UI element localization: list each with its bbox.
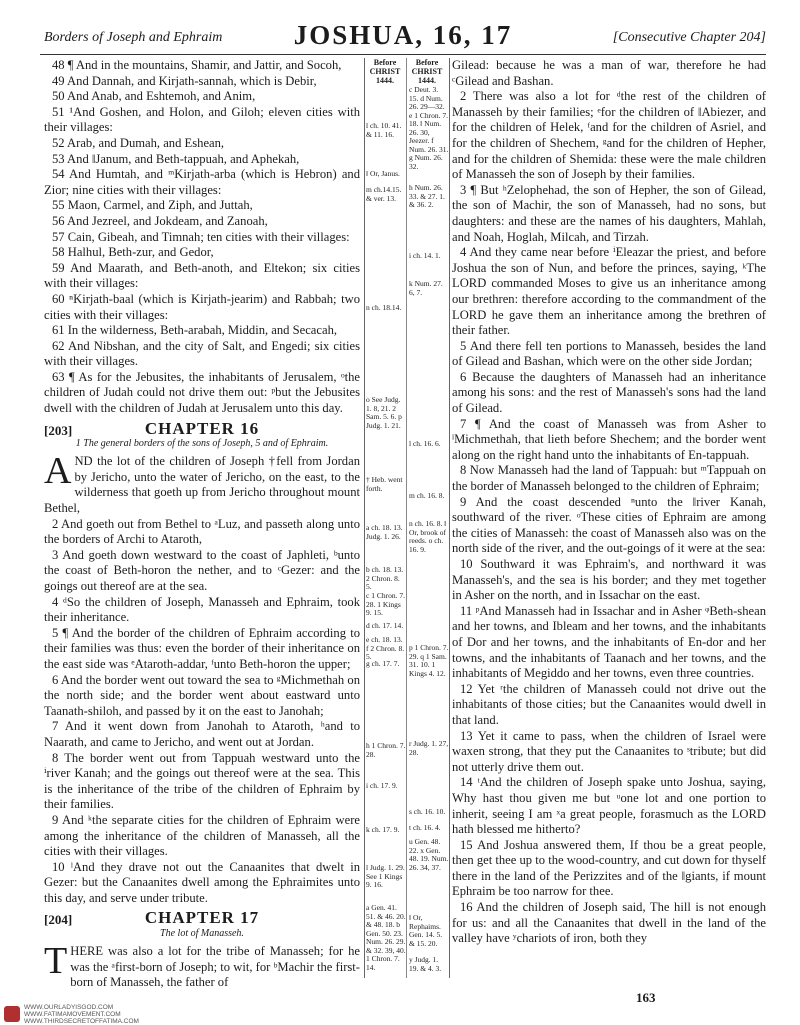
- consecutive-chapter-number: [203]: [44, 422, 73, 438]
- cross-reference: u Gen. 48. 22. x Gen. 48. 19. Num. 26. 34, 37.: [409, 837, 449, 872]
- cross-reference: n ch. 18.14.: [366, 303, 402, 312]
- reference-notes: [364, 58, 448, 978]
- cross-reference: ‖ Or, Rephaims. Gen. 14. 5. & 15. 20.: [409, 913, 443, 948]
- verse: 3 And goeth down westward to the coast of Japhleti, ᵇunto the coast of Beth-horon the nether, and to ᶜGezer: and the goings out thereof are at the sea.: [44, 547, 360, 593]
- verse: 5 ¶ And the border of the children of Ephraim according to their families was thus: even the border of their inheritance on the east side was ᵉAtaroth-addar, ᶠunto Beth-horon the upper;: [44, 625, 360, 671]
- date-heading: Before CHRIST 1444.: [369, 58, 401, 85]
- verse: 9 And ᵏthe separate cities for the children of Ephraim were among the inheritance of the children of Manasseh, all the cities with their villages.: [44, 812, 360, 859]
- cross-reference: m ch.14.15. & ver. 13.: [366, 185, 402, 203]
- chapter-title: CHAPTER 17: [144, 908, 260, 928]
- running-head-right: [Consecutive Chapter 204]: [612, 30, 766, 45]
- right-column: [452, 58, 766, 978]
- verse: 55 Maon, Carmel, and Ziph, and Juttah,: [52, 198, 253, 213]
- page-number: 163: [636, 990, 656, 1005]
- verse: 51 ¹And Goshen, and Holon, and Giloh; eleven cities with their villages:: [44, 104, 360, 135]
- verse: 15 And Joshua answered them, If thou be a great people, then get thee up to the wood-country, and cut down for thyself there in the land of the Perizzites and of the ‖giants, if mount Ephraim be too narrow for thee.: [452, 837, 766, 899]
- running-head-left: Borders of Joseph and Ephraim: [44, 30, 223, 45]
- verse: 7 And it went down from Janohah to Ataroth, ʰand to Naarath, and came to Jericho, and went out at Jordan.: [44, 719, 360, 749]
- cross-reference: y Judg. 1. 19. & 4. 3.: [409, 955, 442, 973]
- verse: 4 And they came near before ⁱEleazar the priest, and before Joshua the son of Nun, and before the princes, saying, ᵏThe LORD commanded Moses to give us an inheritance among our brethren: therefore according to the commandment of the LORD he gave them an inheritance among the brethren of their father.: [452, 245, 766, 338]
- footer-urls: [24, 1004, 139, 1025]
- verse: 11 ᵖAnd Manasseh had in Issachar and in Asher ᵠBeth-shean and her towns, and Ibleam and her towns, and the inhabitants of Dor and her towns, and the inhabitants of En-dor and her towns, and the inhabitants of Taanach and her towns, and the inhabitants of Megiddo and her towns, even three countries.: [452, 603, 766, 681]
- drop-cap: A: [44, 450, 72, 493]
- footer-url: WWW.FATIMAMOVEMENT.COM: [24, 1011, 121, 1018]
- cross-reference: b ch. 18. 13. 2 Chron. 8. 5.: [366, 565, 404, 591]
- page-header: [40, 18, 766, 62]
- cross-reference: † Heb. went forth.: [366, 475, 403, 493]
- book-title: JOSHUA, 16, 17: [293, 20, 513, 50]
- verse: 5 And there fell ten portions to Manasseh, besides the land of Gilead and Bashan, which were on the other side Jordan;: [452, 338, 766, 369]
- cross-reference: a ch. 18. 13. Judg. 1. 26.: [366, 523, 403, 541]
- verse: 57 Cain, Gibeah, and Timnah; ten cities with their villages:: [52, 229, 350, 244]
- verse: 56 And Jezreel, and Jokdeam, and Zanoah,: [52, 213, 268, 228]
- verse: 61 In the wilderness, Beth-arabah, Middin, and Secacah,: [52, 323, 338, 338]
- verse: 60 ⁿKirjath-baal (which is Kirjath-jearim) and Rabbah; two cities with their villages:: [44, 291, 360, 322]
- verse: 10 ˡAnd they drave not out the Canaanites that dwelt in Gezer: but the Canaanites dwell among the Ephraimites unto this day, and serve under tribute.: [44, 859, 360, 905]
- reference-divider: [406, 58, 407, 978]
- verse: 52 Arab, and Dumah, and Eshean,: [52, 135, 225, 150]
- verse: 49 And Dannah, and Kirjath-sannah, which is Debir,: [52, 73, 317, 88]
- verse: 63 ¶ As for the Jebusites, the inhabitants of Jerusalem, ᵒthe children of Judah could not drive them out: ᵖbut the Jebusites dwell with the children of Judah at Jerusalem unto this day.: [44, 369, 360, 416]
- cross-reference: m ch. 16. 8.: [409, 491, 445, 500]
- header-rule: [40, 54, 766, 55]
- verse: 62 And Nibshan, and the city of Salt, and Engedi; six cities with their villages.: [44, 338, 360, 369]
- verse: [44, 940, 360, 991]
- cross-reference: k Num. 27. 6, 7.: [409, 279, 443, 297]
- cross-reference: h 1 Chron. 7. 28.: [366, 741, 406, 759]
- chapter-heading: [44, 910, 360, 926]
- cross-reference: k ch. 17. 9.: [366, 825, 400, 834]
- cross-reference: r Judg. 1. 27, 28.: [409, 739, 449, 757]
- verse: 8 The border went out from Tappuah westward unto the ⁱriver Kanah; and the goings out thereof were at the sea. This is the inheritance of the tribe of the children of Ephraim by their families.: [44, 750, 360, 812]
- cross-reference: ‖ Or, Janus.: [366, 169, 400, 178]
- verse: 53 And ‖Janum, and Beth-tappuah, and Aphekah,: [52, 151, 300, 166]
- verse: 16 And the children of Joseph said, The hill is not enough for us: and all the Canaanites that dwell in the land of the valley have ʸchariots of iron, both they: [452, 900, 766, 946]
- footer-url: WWW.THIRDSECRETOFFATIMA.COM: [24, 1018, 139, 1025]
- verse: 10 Southward it was Ephraim's, and northward it was Manasseh's, and the sea is his border; and they met together in Asher on the north, and in Issachar on the east.: [452, 557, 766, 603]
- cross-reference: e ch. 18. 13. f 2 Chron. 8. 5.: [366, 635, 405, 661]
- cross-reference: o See Judg. 1. 8, 21. 2 Sam. 5. 6. p Judg. 1. 21.: [366, 395, 402, 430]
- verse: 4 ᵈSo the children of Joseph, Manasseh and Ephraim, took their inheritance.: [44, 594, 360, 625]
- verse: 7 ¶ And the coast of Manasseh was from Asher to ˡMichmethah, that lieth before Shechem; and the border went along on the right hand unto the inhabitants of En-tappuah.: [452, 416, 766, 462]
- cross-reference: n ch. 16. 8. ‖ Or, brook of reeds. o ch. 16. 9.: [409, 519, 447, 554]
- verse: 2 There was also a lot for ᵈthe rest of the children of Manasseh by their families; ᵉfor the children of ‖Abiezer, and for the children of Helek, ᶠand for the children of Asriel, and for the children of Shechem, ᵍand for the children of Hepher, and for the children of Shemida: these were the male children of Manasseh the son of Joseph by their families.: [452, 89, 766, 182]
- cross-reference: l Judg. 1. 29. See 1 Kings 9. 16.: [366, 863, 405, 889]
- verse: 9 And the coast descended ⁿunto the ‖river Kanah, southward of the river. ᵒThese cities of Ephraim are among the cities of Manasseh: the coast of Manasseh also was on the north side of the river, and the out-goings of it were at the sea:: [452, 494, 766, 556]
- cross-reference: c Deut. 3. 15. d Num. 26. 29—32. e 1 Chron. 7. 18. ‖ Num. 26. 30, Jeezer. f Num. 26. 31. g Num. 26. 32.: [409, 85, 449, 171]
- verse: [44, 450, 360, 516]
- cross-reference: l ch. 16. 6.: [409, 439, 441, 448]
- cross-reference: i ch. 14. 1.: [409, 251, 441, 260]
- chapter-summary: The lot of Manasseh.: [160, 928, 244, 940]
- verse: 50 And Anab, and Eshtemoh, and Anim,: [52, 89, 256, 104]
- left-column: [44, 58, 360, 990]
- verse: 8 Now Manasseh had the land of Tappuah: but ᵐTappuah on the border of Manasseh belonged to the children of Ephraim;: [452, 463, 766, 494]
- verse: 54 And Humtah, and ᵐKirjath-arba (which is Hebron) and Zior; nine cities with their villages:: [44, 167, 360, 197]
- verse-text: ND the lot of the children of Joseph †fell from Jordan by Jericho, unto the water of Jericho, on the east, to the wilderness that goeth up from Jericho throughout mount Bethel,: [44, 454, 360, 516]
- cross-reference: a Gen. 41. 51. & 46. 20. & 48. 18. b Gen. 50. 23. Num. 26. 29. & 32. 39, 40. 1 Chron. 7. 14.: [366, 903, 406, 972]
- cross-reference: t ch. 16. 4.: [409, 823, 441, 832]
- cross-reference: g ch. 17. 7.: [366, 659, 400, 668]
- site-logo-icon: [4, 1006, 20, 1022]
- verse: 58 Halhul, Beth-zur, and Gedor,: [52, 245, 214, 260]
- cross-reference: i ch. 17. 9.: [366, 781, 398, 790]
- cross-reference: s ch. 16. 10.: [409, 807, 446, 816]
- verse: 6 And the border went out toward the sea to ᵍMichmethah on the north side; and the border went about eastward unto Taanath-shiloh, and passed by it on the east to Janohah;: [44, 672, 360, 718]
- drop-cap: T: [44, 940, 68, 983]
- verse: 13 Yet it came to pass, when the children of Israel were waxen strong, that they put the Canaanites to ˢtribute; but did not utterly drive them out.: [452, 728, 766, 774]
- verse: 2 And goeth out from Bethel to ᵃLuz, and passeth along unto the borders of Archi to Ataroth,: [44, 516, 360, 547]
- verse: 48 ¶ And in the mountains, Shamir, and Jattir, and Socoh,: [52, 58, 342, 72]
- cross-reference: l ch. 10. 41. & 11. 16.: [366, 121, 402, 139]
- verse-text: HERE was also a lot for the tribe of Manasseh; for he was the ᵃfirst-born of Joseph; to wit, for ᵇMachir the first-born of Manasseh, the father of: [70, 944, 360, 990]
- date-heading: Before CHRIST 1444.: [411, 58, 443, 85]
- cross-reference: h Num. 26. 33. & 27. 1. & 36. 2.: [409, 183, 445, 209]
- footer-url: WWW.OURLADYISGOD.COM: [24, 1004, 114, 1011]
- verse: 6 Because the daughters of Manasseh had an inheritance among his sons: and the rest of Manasseh's sons had the land of Gilead.: [452, 369, 766, 416]
- consecutive-chapter-number: [204]: [44, 912, 73, 928]
- cross-reference: c 1 Chron. 7. 28. 1 Kings 9. 15.: [366, 591, 405, 617]
- chapter-summary: 1 The general borders of the sons of Joseph, 5 and of Ephraim.: [75, 438, 329, 450]
- verse: 3 ¶ But ʰZelophehad, the son of Hepher, the son of Gilead, the son of Machir, the son of Manasseh, had no sons, but daughters: and these are the names of his daughters, Mahlah, and Noah, Hoglah, Milcah, and Tirzah.: [452, 182, 766, 244]
- verse: 59 And Maarath, and Beth-anoth, and Eltekon; six cities with their villages:: [44, 260, 360, 291]
- chapter-title: CHAPTER 16: [144, 418, 260, 438]
- verse: 12 Yet ʳthe children of Manasseh could not drive out the inhabitants of those cities; but the Canaanites would dwell in that land.: [452, 681, 766, 727]
- chapter-heading: [44, 418, 360, 438]
- verse: Gilead: because he was a man of war, therefore he had ᶜGilead and Bashan.: [452, 58, 766, 88]
- cross-reference: d ch. 17. 14.: [366, 621, 404, 630]
- cross-reference: p 1 Chron. 7. 29. q 1 Sam. 31. 10. 1 Kings 4. 12.: [409, 643, 449, 678]
- verse: 14 ᵗAnd the children of Joseph spake unto Joshua, saying, Why hast thou given me but ᵘone lot and one portion to inherit, seeing I am ˣa great people, forasmuch as the LORD hath blessed me hitherto?: [452, 775, 766, 837]
